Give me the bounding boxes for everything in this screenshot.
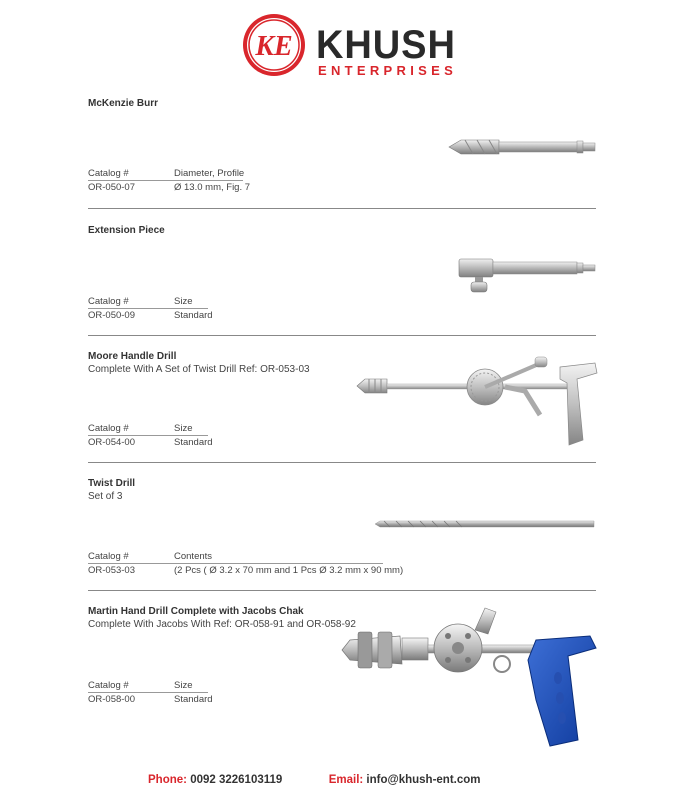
email-label: Email: — [328, 774, 364, 786]
catalog-number: OR-050-09 — [88, 310, 135, 321]
product-title: Moore Handle Drill — [88, 351, 177, 362]
catalog-number: OR-053-03 — [88, 565, 135, 576]
footer-contact — [148, 774, 481, 786]
spec-underline — [88, 435, 208, 436]
catalog-label: Catalog # — [88, 680, 129, 691]
divider — [88, 462, 596, 463]
catalog-label: Catalog # — [88, 168, 129, 179]
product-subtitle: Complete With Jacobs With Ref: OR-058-91 and OR-058-92 — [88, 619, 356, 630]
ke-monogram-icon — [242, 13, 308, 77]
spec-label: Diameter, Profile — [174, 168, 245, 179]
spec-label: Size — [174, 296, 193, 307]
spec-value: (2 Pcs ( Ø 3.2 x 70 mm and 1 Pcs Ø 3.2 mm x 90 mm) — [174, 565, 404, 576]
product-mckenzie-burr — [88, 97, 596, 110]
brand-logo — [242, 13, 462, 77]
logo-monogram: KE — [255, 31, 293, 62]
catalog-number: OR-058-00 — [88, 694, 135, 705]
product-title: Martin Hand Drill Complete with Jacobs Chak — [88, 606, 304, 617]
phone-number[interactable]: 0092 3226103119 — [190, 774, 283, 786]
email-link[interactable]: info@khush-ent.com — [366, 774, 481, 786]
brand-tagline: ENTERPRISES — [318, 63, 458, 78]
spec-label: Contents — [174, 551, 213, 562]
brand-name: KHUSH — [316, 23, 456, 67]
product-extension-piece — [88, 224, 596, 237]
spec-underline — [88, 563, 383, 564]
catalog-label: Catalog # — [88, 423, 129, 434]
spec-value: Ø 13.0 mm, Fig. 7 — [174, 182, 251, 193]
hand-drill-icon — [355, 355, 600, 450]
divider — [88, 590, 596, 591]
divider — [88, 208, 596, 209]
product-title: McKenzie Burr — [88, 98, 159, 109]
pistol-drill-icon — [340, 600, 602, 750]
catalog-label: Catalog # — [88, 551, 129, 562]
spec-underline — [88, 308, 208, 309]
product-subtitle: Complete With A Set of Twist Drill Ref: OR-053-03 — [88, 364, 310, 375]
spec-value: Standard — [174, 694, 213, 705]
product-title: Extension Piece — [88, 225, 165, 236]
spec-underline — [88, 692, 208, 693]
divider — [88, 335, 596, 336]
product-twist-drill — [88, 477, 596, 503]
product-subtitle: Set of 3 — [88, 491, 123, 502]
spec-value: Standard — [174, 437, 213, 448]
catalog-number: OR-054-00 — [88, 437, 135, 448]
catalog-label: Catalog # — [88, 296, 129, 307]
phone-label: Phone: — [148, 774, 187, 786]
twist-drill-icon — [374, 518, 596, 530]
spec-label: Size — [174, 680, 193, 691]
spec-label: Size — [174, 423, 193, 434]
burr-icon — [447, 134, 597, 160]
catalog-number: OR-050-07 — [88, 182, 135, 193]
spec-value: Standard — [174, 310, 213, 321]
product-title: Twist Drill — [88, 478, 136, 489]
extension-piece-icon — [457, 255, 597, 295]
spec-underline — [88, 180, 243, 181]
